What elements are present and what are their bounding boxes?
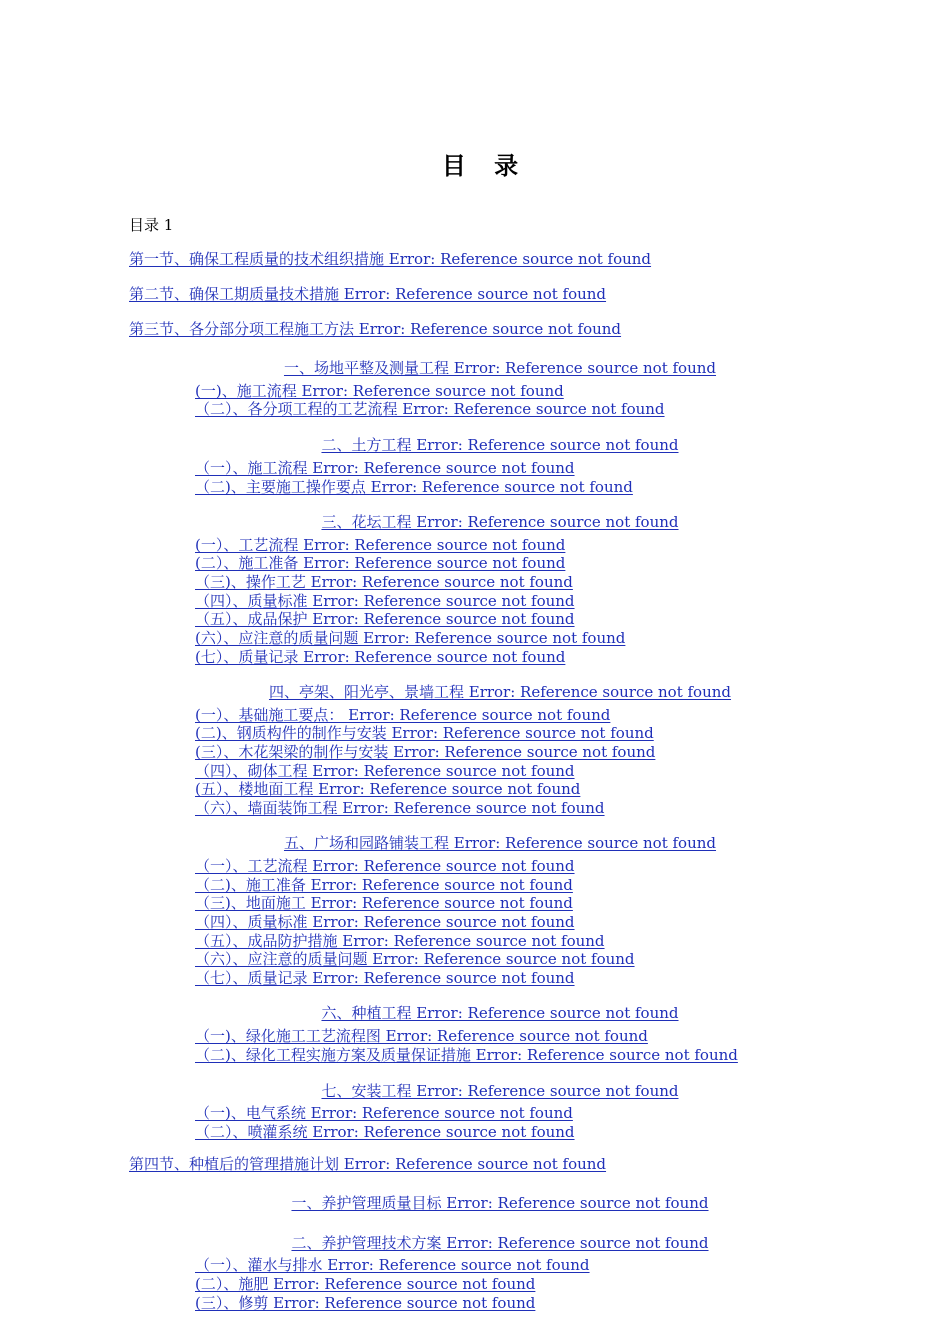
toc-entry-level-3[interactable]: （四）、质量标准 Error: Reference source not found	[195, 592, 575, 610]
toc-entry-level-3[interactable]: （一）、施工流程 Error: Reference source not found	[195, 459, 575, 477]
toc-entry-level-3[interactable]: （六）、应注意的质量问题 Error: Reference source not found	[195, 950, 635, 968]
toc-entry-level-2[interactable]: 六、种植工程 Error: Reference source not found	[321, 1004, 679, 1022]
toc-entry-level-3[interactable]: （四）、砌体工程 Error: Reference source not found	[195, 762, 575, 780]
toc-entry-level-2[interactable]: 一、场地平整及测量工程 Error: Reference source not found	[283, 359, 717, 377]
toc-entry-level-3[interactable]: （五）、成品防护措施 Error: Reference source not found	[195, 932, 605, 950]
toc-entry-level-3[interactable]: (三）、木花架梁的制作与安装 Error: Reference source not found	[195, 743, 656, 761]
toc-entry-level-3[interactable]: （三)、地面施工 Error: Reference source not found	[195, 894, 573, 912]
toc-entry-level-3[interactable]: （二)、主要施工操作要点 Error: Reference source not found	[195, 478, 633, 496]
toc-entry-level-2[interactable]: 七、安装工程 Error: Reference source not found	[321, 1082, 679, 1100]
toc-heading: 目录 1	[129, 216, 174, 234]
toc-entry-level-3[interactable]: (一)、施工流程 Error: Reference source not found	[195, 382, 564, 400]
toc-entry-level-2[interactable]: 二、土方工程 Error: Reference source not found	[321, 436, 679, 454]
toc-entry-level-3[interactable]: (七）、质量记录 Error: Reference source not found	[195, 648, 566, 666]
toc-entry-level-3[interactable]: （七）、质量记录 Error: Reference source not found	[195, 969, 575, 987]
toc-entry-level-3[interactable]: （二）、各分项工程的工艺流程 Error: Reference source not found	[195, 400, 665, 418]
toc-entry-level-3[interactable]: (五）、楼地面工程 Error: Reference source not found	[195, 780, 581, 798]
toc-entry-level-3[interactable]: (一）、基础施工要点： Error: Reference source not found	[195, 706, 611, 724]
toc-entry-level-3[interactable]: （二）、喷灌系统 Error: Reference source not found	[195, 1123, 575, 1141]
toc-entry-level-3[interactable]: （一）、工艺流程 Error: Reference source not found	[195, 857, 575, 875]
toc-entry-level-3[interactable]: （二)、施工准备 Error: Reference source not found	[195, 876, 573, 894]
toc-entry-level-1[interactable]: 第二节、确保工期质量技术措施 Error: Reference source not found	[129, 285, 607, 303]
toc-entry-level-3[interactable]: （五）、成品保护 Error: Reference source not found	[195, 610, 575, 628]
toc-entry-level-3[interactable]: （四）、质量标准 Error: Reference source not found	[195, 913, 575, 931]
toc-entry-level-3[interactable]: (二)、钢质构件的制作与安装 Error: Reference source not found	[195, 724, 654, 742]
toc-entry-level-2[interactable]: 三、花坛工程 Error: Reference source not found	[321, 513, 679, 531]
toc-entry-level-3[interactable]: (二）、施肥 Error: Reference source not found	[195, 1275, 536, 1293]
toc-entry-level-2[interactable]: 一、养护管理质量目标 Error: Reference source not found	[291, 1194, 709, 1212]
toc-entry-level-3[interactable]: (三）、修剪 Error: Reference source not found	[195, 1294, 536, 1312]
toc-entry-level-3[interactable]: （三)、操作工艺 Error: Reference source not found	[195, 573, 573, 591]
toc-entry-level-1[interactable]: 第一节、确保工程质量的技术组织措施 Error: Reference source not found	[129, 250, 652, 268]
toc-entry-level-3[interactable]: （一）、灌水与排水 Error: Reference source not found	[195, 1256, 590, 1274]
toc-entry-level-3[interactable]: （一)、电气系统 Error: Reference source not found	[195, 1104, 573, 1122]
toc-entry-level-2[interactable]: 五、广场和园路铺装工程 Error: Reference source not found	[283, 834, 717, 852]
toc-entry-level-3[interactable]: (六）、应注意的质量问题 Error: Reference source not found	[195, 629, 626, 647]
toc-entry-level-1[interactable]: 第三节、各分部分项工程施工方法 Error: Reference source not found	[129, 320, 622, 338]
toc-entry-level-2[interactable]: 二、养护管理技术方案 Error: Reference source not found	[291, 1234, 709, 1252]
toc-entry-level-3[interactable]: （二)、绿化工程实施方案及质量保证措施 Error: Reference source not found	[195, 1046, 738, 1064]
toc-entry-level-3[interactable]: （一)、绿化施工工艺流程图 Error: Reference source not found	[195, 1027, 648, 1045]
toc-entry-level-3[interactable]: (一）、工艺流程 Error: Reference source not found	[195, 536, 566, 554]
page-title: 目 录	[441, 151, 529, 180]
toc-entry-level-1[interactable]: 第四节、种植后的管理措施计划 Error: Reference source not found	[129, 1155, 607, 1173]
toc-entry-level-3[interactable]: （六）、墙面装饰工程 Error: Reference source not found	[195, 799, 605, 817]
toc-entry-level-2[interactable]: 四、亭架、阳光亭、景墙工程 Error: Reference source not found	[268, 683, 732, 701]
toc-entry-level-3[interactable]: (二）、施工准备 Error: Reference source not found	[195, 554, 566, 572]
